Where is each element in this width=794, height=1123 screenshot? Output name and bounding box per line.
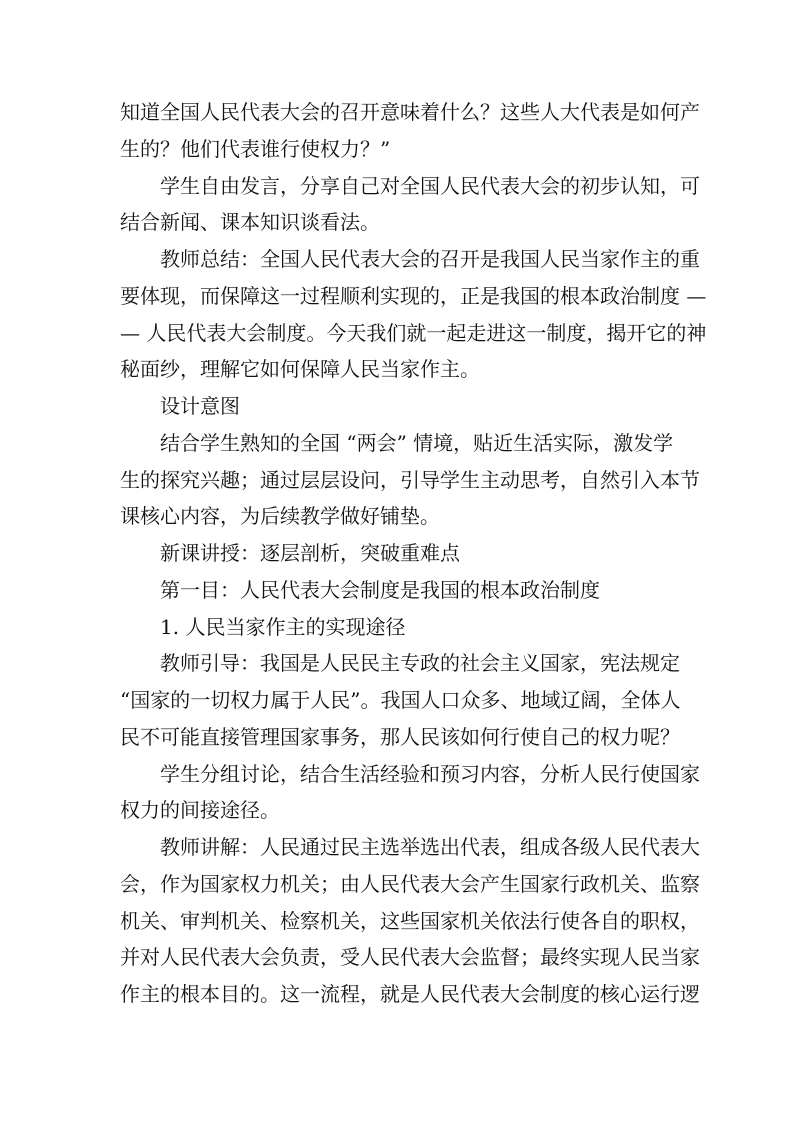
text-line: 学生自由发言，分享自己对全国人民代表大会的初步认知，可 (160, 173, 700, 198)
text-line: 并对人民代表大会负责，受人民代表大会监督；最终实现人民当家 (120, 945, 700, 970)
text-line: 教师总结：全国人民代表大会的召开是我国人民当家作主的重 (160, 247, 700, 271)
text-line: 设计意图 (160, 394, 240, 418)
text-line: 知道全国人民代表大会的召开意味着什么？这些人大代表是如何产 (120, 100, 700, 124)
text-line: 学生分组讨论，结合生活经验和预习内容，分析人民行使国家 (160, 761, 700, 786)
text-line: 结合新闻、课本知识谈看法。 (120, 210, 380, 235)
text-line: 秘面纱，理解它如何保障人民当家作主。 (120, 357, 480, 382)
text-line: 结合学生熟知的全国 “两会” 情境，贴近生活实际，激发学 (160, 430, 674, 455)
text-line: — 人民代表大会制度。今天我们就一起走进这一制度，揭开它的神 (120, 320, 707, 345)
text-line: 1. 人民当家作主的实现途径 (160, 614, 406, 639)
text-line: 教师讲解：人民通过民主选举选出代表，组成各级人民代表大 (160, 835, 700, 859)
text-line: 生的？他们代表谁行使权力？” (120, 136, 391, 161)
text-line: 课核心内容，为后续教学做好铺垫。 (120, 504, 440, 529)
text-line: 民不可能直接管理国家事务，那人民该如何行使自己的权力呢？ (120, 724, 680, 749)
text-line: 生的探究兴趣；通过层层设问，引导学生主动思考，自然引入本节 (120, 467, 700, 492)
text-line: 新课讲授：逐层剖析，突破重难点 (160, 541, 460, 565)
document-body (120, 94, 707, 1013)
text-line: 第一目：人民代表大会制度是我国的根本政治制度 (160, 577, 600, 602)
text-line: 权力的间接途径。 (120, 798, 280, 823)
text-line: 机关、审判机关、检察机关，这些国家机关依法行使各自的职权， (120, 908, 700, 933)
text-line: “国家的一切权力属于人民”。我国人口众多、地域辽阔，全体人 (120, 688, 681, 712)
text-line: 作主的根本目的。这一流程，就是人民代表大会制度的核心运行逻 (120, 982, 700, 1006)
text-line: 教师引导：我国是人民民主专政的社会主义国家，宪法规定 (160, 651, 680, 676)
text-line: 要体现，而保障这一过程顺利实现的，正是我国的根本政治制度 — (120, 283, 707, 308)
text-line: 会，作为国家权力机关；由人民代表大会产生国家行政机关、监察 (120, 871, 700, 896)
